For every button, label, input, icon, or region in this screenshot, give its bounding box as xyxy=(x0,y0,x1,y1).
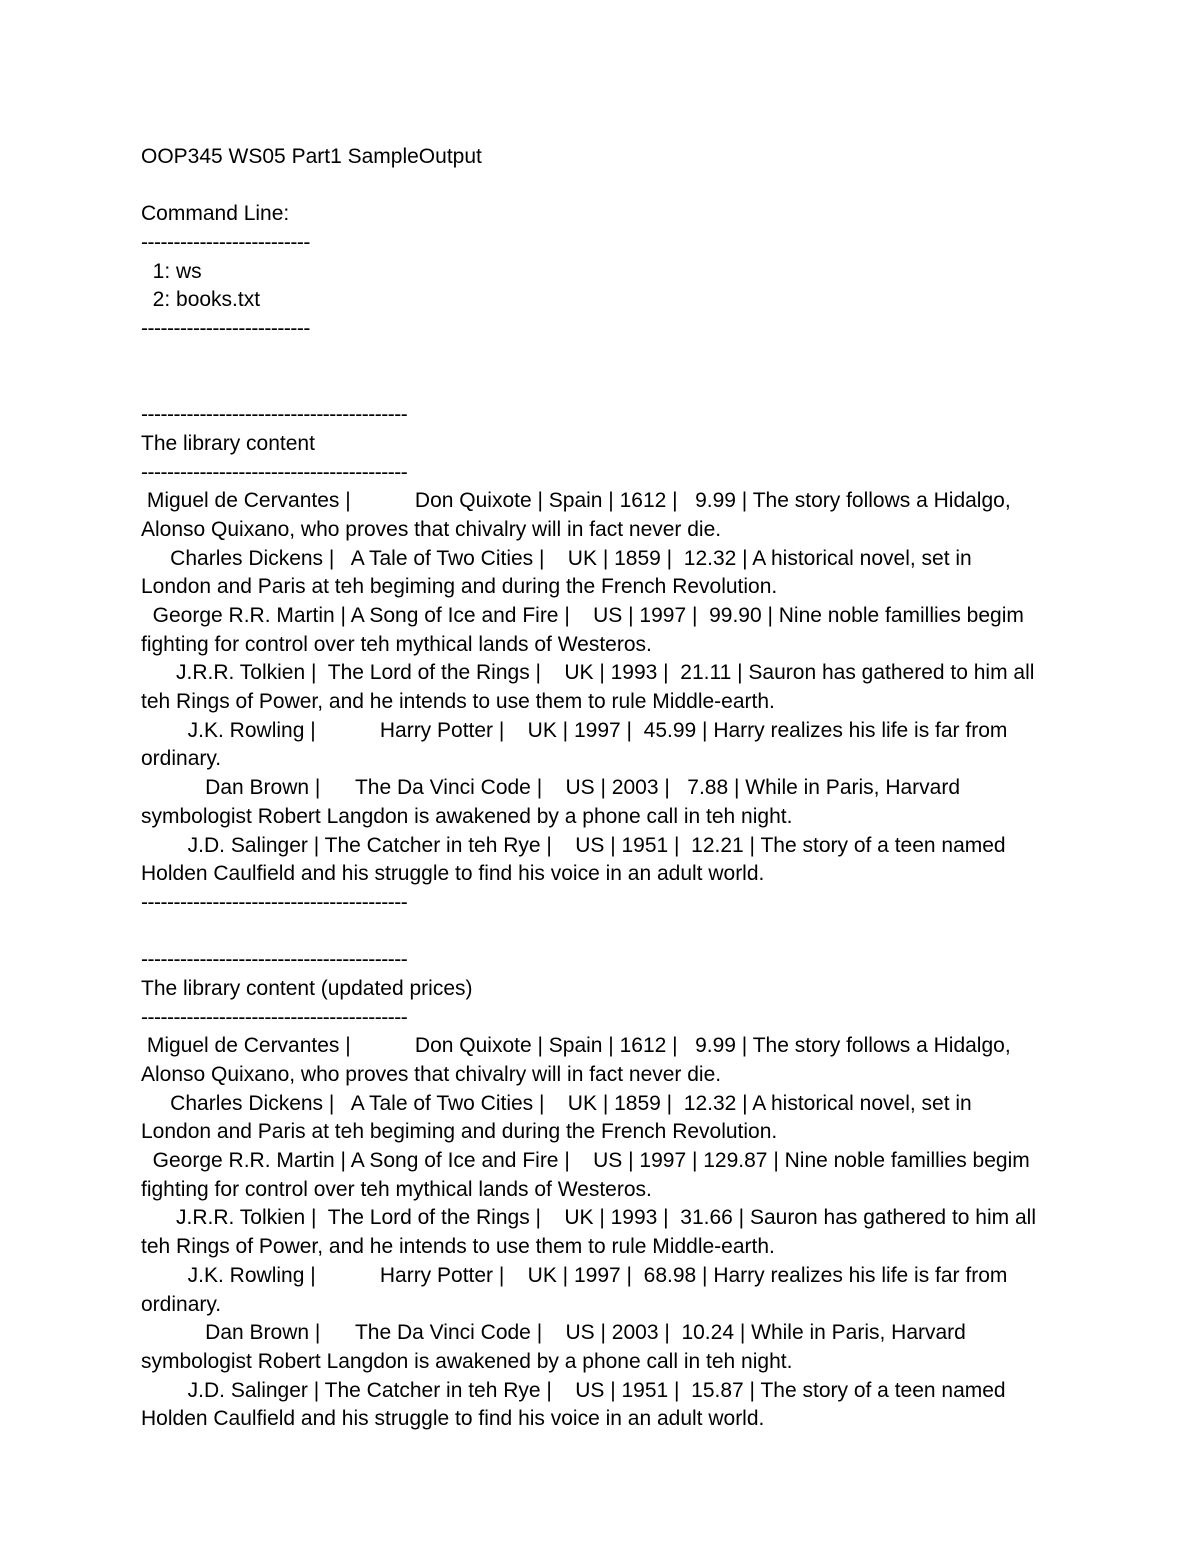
short-separator: -------------------------- xyxy=(141,231,310,255)
book-record-line: Dan Brown | The Da Vinci Code | US | 2003 | 7.88 | While in Paris, Harvard xyxy=(141,776,961,800)
book-record xyxy=(141,1032,1071,1089)
book-record xyxy=(141,545,1071,602)
book-record xyxy=(141,602,1071,659)
book-record-line: teh Rings of Power, and he intends to use them to rule Middle-earth. xyxy=(141,690,775,714)
book-record xyxy=(141,659,1071,716)
book-record xyxy=(141,717,1071,774)
short-separator: -------------------------- xyxy=(141,317,310,341)
arg-line: 2: books.txt xyxy=(141,288,261,312)
book-record xyxy=(141,1262,1071,1319)
book-record-line: London and Paris at teh begiming and during the French Revolution. xyxy=(141,575,778,599)
section-heading: The library content xyxy=(141,431,315,455)
section-heading: The library content (updated prices) xyxy=(141,976,473,1000)
book-record-line: J.R.R. Tolkien | The Lord of the Rings | UK | 1993 | 21.11 | Sauron has gathered to him all xyxy=(141,661,1035,685)
book-record-line: Charles Dickens | A Tale of Two Cities | UK | 1859 | 12.32 | A historical novel, set in xyxy=(141,546,972,570)
book-record-line: J.K. Rowling | Harry Potter | UK | 1997 | 45.99 | Harry realizes his life is far from xyxy=(141,718,1008,742)
long-separator: ----------------------------------------- xyxy=(141,1005,408,1029)
book-record-line: Alonso Quixano, who proves that chivalry will in fact never die. xyxy=(141,517,722,541)
long-separator: ----------------------------------------- xyxy=(141,890,408,914)
book-record xyxy=(141,1377,1071,1434)
book-record-line: fighting for control over teh mythical lands of Westeros. xyxy=(141,1177,652,1201)
book-record-line: George R.R. Martin | A Song of Ice and Fire | US | 1997 | 99.90 | Nine noble famillies begim xyxy=(141,604,1024,627)
document-title: OOP345 WS05 Part1 SampleOutput xyxy=(141,145,482,168)
arg-line: 1: ws xyxy=(141,259,202,283)
book-record-line: Holden Caulfield and his struggle to find his voice in an adult world. xyxy=(141,1407,765,1431)
book-record-line: ordinary. xyxy=(141,1292,222,1316)
book-record-line: symbologist Robert Langdon is awakened by a phone call in teh night. xyxy=(141,1349,793,1373)
book-record xyxy=(141,1319,1071,1376)
book-record-line: George R.R. Martin | A Song of Ice and Fire | US | 1997 | 129.87 | Nine noble famillies begim xyxy=(141,1149,1030,1173)
book-record-line: Dan Brown | The Da Vinci Code | US | 2003 | 10.24 | While in Paris, Harvard xyxy=(141,1321,966,1345)
book-record-line: teh Rings of Power, and he intends to use them to rule Middle-earth. xyxy=(141,1235,775,1259)
blank-line xyxy=(141,373,1071,402)
book-record-line: symbologist Robert Langdon is awakened by a phone call in teh night. xyxy=(141,804,793,828)
book-record xyxy=(141,832,1071,889)
book-record-line: Charles Dickens | A Tale of Two Cities | UK | 1859 | 12.32 | A historical novel, set in xyxy=(141,1091,972,1115)
book-record-line: Miguel de Cervantes | Don Quixote | Spain | 1612 | 9.99 | The story follows a Hidalgo, xyxy=(141,489,1011,513)
book-record-line: fighting for control over teh mythical lands of Westeros. xyxy=(141,632,652,656)
book-record-line: Miguel de Cervantes | Don Quixote | Spain | 1612 | 9.99 | The story follows a Hidalgo, xyxy=(141,1034,1011,1058)
book-record-line: J.K. Rowling | Harry Potter | UK | 1997 | 68.98 | Harry realizes his life is far from xyxy=(141,1263,1008,1287)
book-record xyxy=(141,1090,1071,1147)
book-record-line: Holden Caulfield and his struggle to find his voice in an adult world. xyxy=(141,862,765,886)
command-line-label: Command Line: xyxy=(141,202,290,226)
blank-line xyxy=(141,918,1071,947)
book-record-line: Alonso Quixano, who proves that chivalry will in fact never die. xyxy=(141,1063,722,1086)
blank-line xyxy=(141,172,1071,201)
book-record xyxy=(141,1147,1071,1204)
book-record xyxy=(141,774,1071,831)
long-separator: ----------------------------------------- xyxy=(141,460,408,484)
long-separator: ----------------------------------------- xyxy=(141,948,408,972)
blank-line xyxy=(141,344,1071,373)
book-record-line: London and Paris at teh begiming and during the French Revolution. xyxy=(141,1120,778,1144)
book-record-line: J.D. Salinger | The Catcher in teh Rye | US | 1951 | 15.87 | The story of a teen named xyxy=(141,1378,1006,1402)
book-record-line: ordinary. xyxy=(141,747,222,771)
book-record-line: J.D. Salinger | The Catcher in teh Rye | US | 1951 | 12.21 | The story of a teen named xyxy=(141,833,1006,857)
book-record xyxy=(141,1204,1071,1261)
book-record xyxy=(141,487,1071,544)
document-body xyxy=(141,143,1071,1434)
long-separator: ----------------------------------------- xyxy=(141,403,408,427)
book-record-line: J.R.R. Tolkien | The Lord of the Rings | UK | 1993 | 31.66 | Sauron has gathered to him all xyxy=(141,1206,1036,1230)
